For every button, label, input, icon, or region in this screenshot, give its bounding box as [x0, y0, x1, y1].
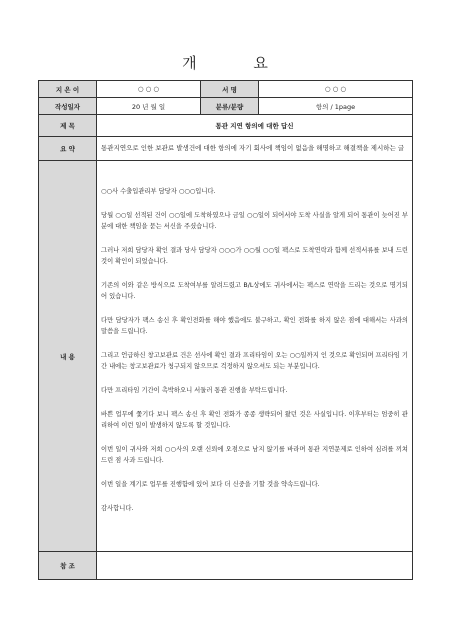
content-label: 내 용 — [39, 161, 97, 552]
date-row — [39, 98, 413, 115]
content-paragraph: 기존의 이와 같은 방식으로 도착여부를 알려드렸고 B/L상에도 귀사에서는 팩스로 연락을 드리는 것으로 명기되어 있습니다. — [101, 281, 408, 300]
content-paragraph: 감사합니다. — [101, 504, 134, 512]
summary-label: 요 약 — [39, 137, 97, 161]
content-paragraph: ○○사 수출입관리부 담당자 ○○○입니다. — [101, 187, 216, 195]
summary-form-table — [38, 80, 413, 580]
content-body — [97, 161, 413, 552]
content-row — [39, 161, 413, 552]
date-label: 작성일자 — [39, 98, 97, 115]
subject-label: 제 목 — [39, 115, 97, 137]
document-title: 개 요 — [182, 54, 294, 72]
reference-label: 참 조 — [39, 552, 97, 580]
content-paragraph: 다만 담당자가 팩스 송신 후 확인전화를 해야 했음에도 불구하고, 확인 전화를 하지 않은 점에 대해서는 사과의 말씀을 드립니다. — [101, 316, 408, 335]
content-paragraph: 다만 프리타임 기간이 촉박하오니 서둘러 통관 진행을 부탁드립니다. — [101, 386, 288, 394]
content-paragraph: 이번 일을 계기로 업무를 진행함에 있어 보다 더 신중을 기할 것을 약속드립니다. — [101, 480, 320, 488]
subject-row — [39, 115, 413, 137]
name-value: ○ ○ ○ — [259, 81, 413, 98]
author-label: 지 은 이 — [39, 81, 97, 98]
name-label: 서 명 — [201, 81, 259, 98]
author-value: ○ ○ ○ — [97, 81, 201, 98]
subject-value: 통관 지연 항의에 대한 답신 — [97, 115, 413, 137]
date-value: 20 년 월 일 — [97, 98, 201, 115]
category-value: 항의 / 1page — [259, 98, 413, 115]
reference-row — [39, 552, 413, 580]
content-paragraph: 그러나 저희 담당자 확인 결과 당사 담당자 ○○○가 ○○월 ○○일 팩스로 도착연락과 함께 선적서류를 보내 드린 것이 확인이 되었습니다. — [101, 246, 408, 265]
content-paragraph: 바쁜 업무에 쫓기다 보니 팩스 송신 후 확인 전화가 종종 생략되어 왔던 것은 사실입니다. 이후부터는 엄중히 관리하여 이런 일이 발생하지 않도록 할 것입니다. — [101, 410, 408, 429]
reference-value — [97, 552, 413, 580]
summary-row — [39, 137, 413, 161]
content-paragraph: 이번 일이 귀사와 저희 ○○사의 오랜 신뢰에 오점으로 남지 않기를 바라며 통관 지연문제로 인하여 심려를 끼쳐 드린 점 사과 드립니다. — [101, 445, 408, 464]
category-label: 분류/분량 — [201, 98, 259, 115]
author-row — [39, 81, 413, 98]
content-paragraph: 그리고 언급하신 창고보관료 건은 선사에 확인 결과 프리타임이 오는 ○○일까지 인 것으로 확인되며 프리타임 기간 내에는 창고보관료가 청구되지 않으므로 걱정하지 않으셔도 되는 부분입니다. — [101, 351, 408, 370]
summary-value: 통관지연으로 인한 보관료 발생건에 대한 항의에 자기 회사에 책임이 없음을 해명하고 해결책을 제시하는 글 — [97, 137, 413, 161]
content-paragraph: 당월 ○○일 선적된 건이 ○○일에 도착하였으나 금일 ○○일이 되어서야 도착 사실을 알게 되어 통관이 늦어진 부분에 대한 책임을 묻는 서신을 주셨습니다. — [101, 211, 408, 230]
